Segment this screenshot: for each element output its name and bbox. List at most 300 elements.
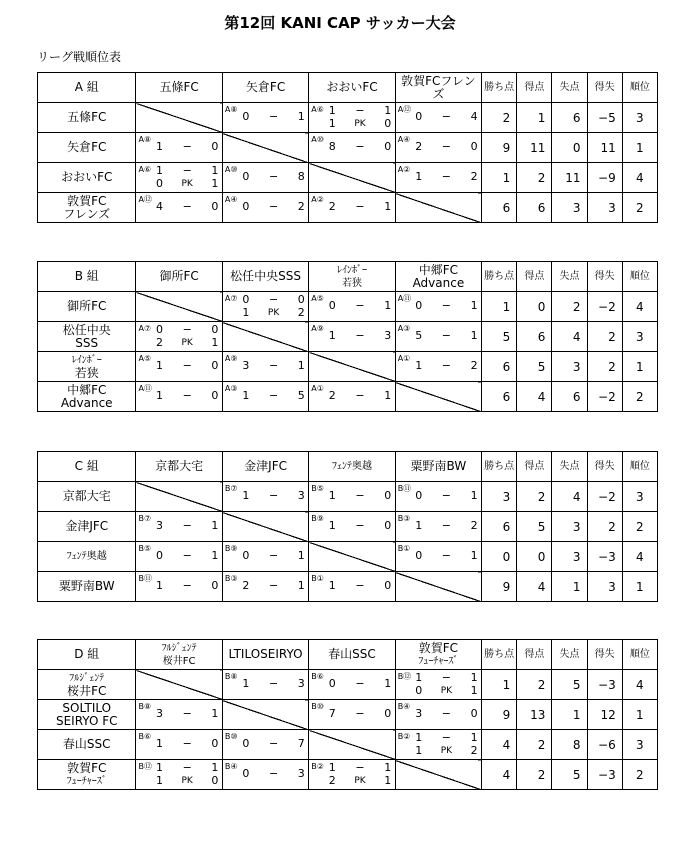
score-home: 0: [155, 323, 163, 336]
score-home: 0: [415, 299, 423, 312]
stat-value: 11: [552, 163, 587, 193]
team-header-line: おおいFC: [326, 80, 378, 94]
group-table: [37, 639, 658, 790]
score-home: 2: [242, 579, 250, 592]
stat-value: 0: [552, 133, 587, 163]
score-away: 0: [384, 519, 392, 532]
pk-home: 0: [415, 684, 423, 697]
self-match-cell: [136, 670, 222, 700]
score-home: 8: [328, 140, 336, 153]
page-subtitle: リーグ戦順位表: [37, 50, 122, 64]
match-code: B②: [397, 732, 411, 741]
stat-value: 6: [552, 382, 587, 412]
stat-value: 5: [482, 322, 517, 352]
score-separator: −: [355, 707, 365, 720]
team-header-line: LTILOSEIRYO: [228, 647, 303, 661]
pk-label: PK: [354, 776, 366, 786]
match-result-cell: [309, 292, 395, 322]
rank-value: 1: [622, 700, 657, 730]
stat-value: 2: [587, 322, 622, 352]
stat-header: 得失: [587, 73, 622, 103]
score-away: 1: [384, 299, 392, 312]
match-result-cell: [222, 760, 308, 790]
match-code: B③: [224, 574, 238, 583]
score-home: 1: [242, 677, 250, 690]
stat-value: 11: [587, 133, 622, 163]
self-match-cell: [395, 760, 481, 790]
score-away: 1: [297, 359, 305, 372]
score-separator: −: [182, 323, 192, 336]
score-home: 1: [415, 519, 423, 532]
stat-header: 得点: [517, 452, 552, 482]
team-name-line: フレンズ: [63, 206, 111, 221]
rank-value: 2: [622, 193, 657, 223]
stat-header: 得点: [517, 73, 552, 103]
team-name-line: 敦賀FC: [67, 193, 107, 208]
stat-value: −3: [587, 760, 622, 790]
stat-header: 得失: [587, 262, 622, 292]
match-result-cell: [222, 670, 308, 700]
match-code: A⑩: [224, 165, 238, 174]
stat-value: −3: [587, 542, 622, 572]
score-away: 1: [470, 489, 478, 502]
team-column-header: [136, 73, 222, 103]
score-home: 1: [415, 731, 423, 744]
stat-value: 2: [517, 482, 552, 512]
score-separator: −: [268, 489, 279, 502]
score-away: 0: [211, 359, 219, 372]
self-match-cell: [222, 322, 308, 352]
team-name: [38, 292, 136, 322]
score-away: 3: [297, 489, 305, 502]
pk-away: 0: [211, 774, 219, 787]
score-home: 0: [155, 549, 163, 562]
team-column-header: [222, 73, 308, 103]
pk-home: 1: [155, 774, 163, 787]
stat-header: 勝ち点: [482, 452, 517, 482]
match-code: A③: [224, 384, 238, 393]
pk-away: 0: [384, 117, 392, 130]
team-name-line: 金津JFC: [65, 519, 109, 533]
score-separator: −: [182, 707, 192, 720]
match-result-cell: [309, 382, 395, 412]
match-result-cell: [136, 700, 222, 730]
team-name-line: 春山SSC: [62, 737, 111, 751]
match-code: B③: [397, 514, 411, 523]
score-separator: −: [268, 579, 279, 592]
match-code: A⑪: [138, 384, 152, 393]
rank-value: 3: [622, 482, 657, 512]
self-match-cell: [309, 163, 395, 193]
score-home: 1: [242, 489, 250, 502]
team-header-line: 粟野南BW: [410, 459, 467, 473]
stat-value: 0: [482, 542, 517, 572]
score-home: 0: [242, 549, 250, 562]
stat-header: 得点: [517, 640, 552, 670]
team-header-line: 京都大宅: [155, 459, 204, 473]
rank-value: 2: [622, 382, 657, 412]
score-away: 1: [211, 549, 219, 562]
score-home: 1: [328, 489, 336, 502]
self-match-cell: [222, 512, 308, 542]
score-separator: −: [268, 359, 279, 372]
team-name: [38, 670, 136, 700]
team-row: [38, 730, 658, 760]
team-row: [38, 163, 658, 193]
team-column-header: [309, 73, 395, 103]
stat-value: 3: [552, 193, 587, 223]
score-home: 1: [415, 671, 423, 684]
match-code: B⑦: [224, 484, 238, 493]
match-code: A⑥: [311, 105, 324, 114]
match-result-cell: [136, 760, 222, 790]
stat-value: 4: [482, 760, 517, 790]
score-separator: −: [182, 389, 192, 402]
match-result-cell: [395, 542, 481, 572]
score-away: 1: [384, 200, 392, 213]
rank-value: 3: [622, 730, 657, 760]
pk-home: 1: [415, 744, 423, 757]
score-home: 1: [328, 579, 336, 592]
score-separator: −: [182, 519, 192, 532]
score-away: 0: [211, 389, 219, 402]
score-away: 1: [384, 104, 392, 117]
match-result-cell: [136, 133, 222, 163]
score-home: 2: [328, 200, 336, 213]
score-away: 1: [470, 549, 478, 562]
match-code: A⑨: [224, 354, 238, 363]
match-result-cell: [136, 382, 222, 412]
team-name: [38, 193, 136, 223]
stat-value: 12: [587, 700, 622, 730]
score-separator: −: [441, 140, 451, 153]
score-home: 1: [155, 389, 163, 402]
pk-label: PK: [354, 119, 366, 129]
match-code: A⑪: [397, 294, 412, 303]
pk-away: 2: [297, 306, 305, 319]
score-away: 0: [470, 140, 478, 153]
match-result-cell: [309, 700, 395, 730]
team-column-header: [395, 640, 481, 670]
score-home: 0: [415, 489, 423, 502]
rank-value: 1: [622, 133, 657, 163]
group-label: A 組: [38, 73, 136, 103]
stat-value: 2: [482, 103, 517, 133]
score-home: 4: [155, 200, 163, 213]
team-name-line: 矢倉FC: [67, 140, 107, 154]
score-separator: −: [268, 170, 279, 183]
stat-value: 4: [482, 730, 517, 760]
team-name: [38, 542, 136, 572]
score-separator: −: [268, 737, 279, 750]
score-separator: −: [441, 549, 451, 562]
match-code: A⑧: [224, 105, 238, 114]
score-home: 0: [415, 549, 423, 562]
stat-header: 失点: [552, 73, 587, 103]
stat-value: 2: [517, 730, 552, 760]
team-name-line: ﾚｲﾝﾎﾞｰ: [71, 354, 102, 366]
team-name-line: ﾌｭｰﾁｬｰｽﾞ: [66, 775, 107, 787]
match-code: B①: [311, 574, 324, 583]
team-header-line: 御所FC: [159, 269, 199, 283]
match-code: A⑫: [138, 195, 152, 204]
score-home: 0: [242, 200, 250, 213]
stat-value: 1: [552, 700, 587, 730]
score-home: 0: [242, 293, 250, 306]
score-separator: −: [355, 489, 365, 502]
pk-home: 1: [328, 117, 336, 130]
stat-value: 3: [552, 352, 587, 382]
rank-value: 3: [622, 322, 657, 352]
team-name-line: 松任中央: [62, 322, 111, 337]
pk-away: 1: [211, 177, 219, 190]
match-result-cell: [136, 512, 222, 542]
stat-value: 8: [552, 730, 587, 760]
stat-header: 失点: [552, 640, 587, 670]
match-result-cell: [222, 163, 308, 193]
match-code: B⑨: [311, 514, 324, 523]
stat-value: 11: [517, 133, 552, 163]
match-result-cell: [395, 322, 481, 352]
stat-value: 5: [552, 670, 587, 700]
stat-value: 0: [517, 542, 552, 572]
score-away: 1: [470, 329, 478, 342]
match-result-cell: [309, 133, 395, 163]
team-name: [38, 482, 136, 512]
score-home: 0: [242, 110, 250, 123]
team-column-header: [309, 640, 395, 670]
self-match-cell: [309, 542, 395, 572]
score-home: 1: [155, 761, 163, 774]
score-separator: −: [355, 677, 365, 690]
match-code: B⑫: [397, 672, 412, 681]
self-match-cell: [136, 103, 222, 133]
match-result-cell: [222, 730, 308, 760]
stat-value: 9: [482, 700, 517, 730]
score-away: 1: [470, 299, 478, 312]
pk-label: PK: [267, 308, 280, 318]
stat-header: 勝ち点: [482, 640, 517, 670]
stat-header: 勝ち点: [482, 262, 517, 292]
pk-home: 0: [155, 177, 163, 190]
stat-value: 3: [482, 482, 517, 512]
score-away: 1: [211, 164, 219, 177]
match-code: B⑧: [224, 672, 238, 681]
team-row: [38, 292, 658, 322]
match-code: B②: [311, 762, 324, 771]
score-separator: −: [441, 170, 451, 183]
group-label: B 組: [38, 262, 136, 292]
team-row: [38, 193, 658, 223]
self-match-cell: [222, 133, 308, 163]
match-result-cell: [136, 572, 222, 602]
score-home: 0: [242, 737, 250, 750]
score-separator: −: [355, 329, 365, 342]
score-away: 2: [470, 359, 478, 372]
stat-value: 3: [587, 193, 622, 223]
score-separator: −: [355, 299, 365, 312]
score-away: 1: [211, 707, 219, 720]
match-result-cell: [222, 482, 308, 512]
score-away: 5: [297, 389, 305, 402]
stat-value: 6: [517, 193, 552, 223]
score-separator: −: [355, 200, 365, 213]
group-table: [37, 451, 658, 602]
score-separator: −: [441, 731, 451, 744]
stat-value: −6: [587, 730, 622, 760]
score-home: 0: [415, 110, 423, 123]
match-result-cell: [395, 670, 481, 700]
stat-value: 4: [517, 572, 552, 602]
match-code: A②: [311, 195, 324, 204]
match-code: A⑥: [138, 165, 152, 174]
pk-home: 2: [155, 336, 163, 349]
score-away: 1: [297, 579, 305, 592]
match-result-cell: [395, 133, 481, 163]
score-away: 0: [384, 707, 392, 720]
stat-value: 3: [552, 512, 587, 542]
stat-value: 2: [517, 163, 552, 193]
stat-value: 6: [482, 193, 517, 223]
stat-value: 2: [552, 292, 587, 322]
team-row: [38, 133, 658, 163]
team-column-header: [222, 452, 308, 482]
match-code: B⑨: [224, 544, 238, 553]
score-home: 1: [155, 359, 163, 372]
stat-value: 5: [552, 760, 587, 790]
score-separator: −: [182, 140, 192, 153]
stat-value: 5: [517, 352, 552, 382]
score-away: 1: [211, 519, 219, 532]
stat-value: −5: [587, 103, 622, 133]
pk-away: 1: [470, 684, 478, 697]
team-name: [38, 512, 136, 542]
rank-value: 4: [622, 542, 657, 572]
team-name: [38, 382, 136, 412]
score-away: 0: [470, 707, 478, 720]
pk-home: 2: [328, 774, 336, 787]
score-home: 2: [415, 140, 423, 153]
match-code: B⑤: [311, 484, 324, 493]
team-column-header: [395, 262, 481, 292]
score-home: 3: [155, 519, 163, 532]
team-row: [38, 670, 658, 700]
team-header-line: ﾌｭｰﾁｬｰｽﾞ: [418, 655, 459, 667]
score-away: 8: [297, 170, 305, 183]
score-separator: −: [355, 104, 365, 117]
stat-header: 順位: [622, 452, 657, 482]
match-result-cell: [309, 760, 395, 790]
team-header-line: 金津JFC: [244, 459, 287, 473]
score-home: 0: [328, 677, 336, 690]
team-row: [38, 760, 658, 790]
self-match-cell: [222, 700, 308, 730]
team-column-header: [136, 452, 222, 482]
pk-label: PK: [181, 776, 193, 786]
rank-value: 3: [622, 103, 657, 133]
group-table: [37, 72, 658, 223]
score-away: 3: [297, 677, 305, 690]
score-home: 1: [155, 579, 163, 592]
score-separator: −: [441, 329, 451, 342]
team-column-header: [136, 262, 222, 292]
score-away: 3: [384, 329, 392, 342]
score-separator: −: [441, 299, 451, 312]
team-name: [38, 322, 136, 352]
stat-header: 得失: [587, 452, 622, 482]
score-away: 1: [470, 731, 478, 744]
match-result-cell: [136, 163, 222, 193]
team-name-line: 五條FC: [67, 110, 107, 124]
score-separator: −: [182, 761, 192, 774]
team-row: [38, 542, 658, 572]
stat-value: 1: [482, 292, 517, 322]
team-header-line: 春山SSC: [328, 647, 376, 661]
team-name: [38, 700, 136, 730]
team-name-line: 粟野南BW: [58, 579, 115, 593]
score-away: 0: [384, 489, 392, 502]
stat-value: 6: [482, 352, 517, 382]
team-row: [38, 103, 658, 133]
score-home: 3: [415, 707, 423, 720]
team-name-line: Advance: [60, 395, 113, 410]
team-column-header: [309, 452, 395, 482]
team-row: [38, 322, 658, 352]
self-match-cell: [395, 572, 481, 602]
score-home: 1: [415, 359, 423, 372]
team-header-line: 矢倉FC: [245, 80, 286, 94]
pk-label: PK: [440, 686, 453, 696]
pk-away: 1: [384, 774, 392, 787]
match-code: A③: [397, 324, 411, 333]
team-name-line: SSS: [75, 335, 99, 350]
stat-value: 0: [517, 292, 552, 322]
score-separator: −: [182, 359, 192, 372]
team-header-line: ﾚｲﾝﾎﾞｰ: [336, 264, 367, 276]
score-separator: −: [182, 737, 192, 750]
match-result-cell: [395, 352, 481, 382]
match-result-cell: [309, 193, 395, 223]
score-separator: −: [268, 293, 279, 306]
stat-header: 失点: [552, 262, 587, 292]
match-code: B⑦: [138, 514, 152, 523]
score-away: 0: [384, 140, 392, 153]
team-name-line: 中郷FC: [67, 382, 107, 397]
team-header-line: 敦賀FCフレンズ: [401, 73, 476, 101]
team-name: [38, 572, 136, 602]
score-separator: −: [355, 140, 365, 153]
score-home: 3: [242, 359, 250, 372]
score-away: 2: [470, 170, 478, 183]
score-home: 1: [328, 329, 336, 342]
score-away: 0: [297, 293, 305, 306]
match-code: B⑩: [224, 732, 238, 741]
score-home: 7: [328, 707, 336, 720]
pk-label: PK: [181, 179, 193, 189]
match-code: A⑩: [311, 135, 324, 144]
self-match-cell: [309, 352, 395, 382]
rank-value: 2: [622, 760, 657, 790]
match-result-cell: [395, 163, 481, 193]
stat-value: 9: [482, 133, 517, 163]
match-result-cell: [222, 572, 308, 602]
team-header-line: 桜井FC: [162, 655, 196, 667]
match-code: A⑦: [138, 324, 152, 333]
match-result-cell: [309, 572, 395, 602]
pk-home: 1: [242, 306, 250, 319]
match-code: A④: [224, 195, 238, 204]
match-result-cell: [222, 103, 308, 133]
